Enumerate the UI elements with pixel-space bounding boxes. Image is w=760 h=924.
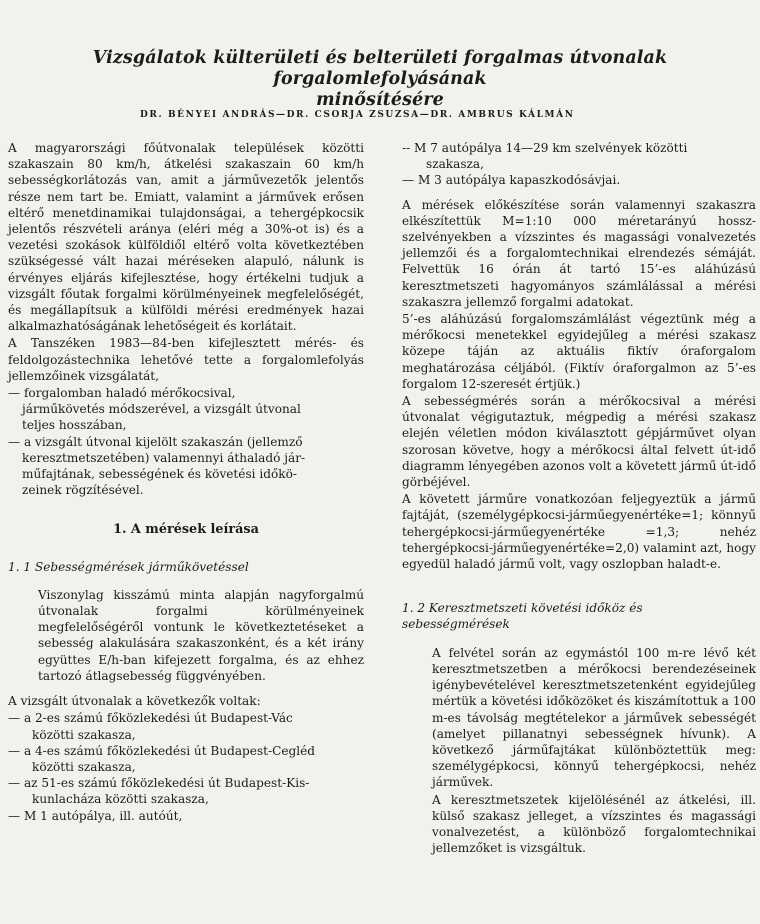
bullet-keresztmetszet <box>8 434 364 499</box>
traffic-count-paragraph: 5’-es aláhúzású forgalomszámlálást végeztünk még a mérőkocsi menetekkel egyidejűleg a mérési szakasz közepe táján az aktuális fiktív óraforgalom meghatározása céljából. (Fiktív óraforgalmon az 5’-es forgalom 12-szeresét értjük.) <box>402 312 756 391</box>
bullet-line: műfajtának, sebességének és követési időkö- <box>22 467 297 482</box>
method-paragraph: A Tanszéken 1983—84-ben kifejlesztett mérés- és feldolgozástechnika lehetővé tette a forgalomlefolyás jellemzőinek vizsgálatát, <box>8 336 364 383</box>
section-heading: 1. A mérések leírása <box>113 522 259 538</box>
title-line-1: Vizsgálatok külterületi és belterületi forgalmas útvonalak forgalomlefolyásának <box>92 48 668 89</box>
preparation-paragraph: A mérések előkészítése során valamennyi szakaszra elkészítettük M=1:10 000 méretarányú hossz-szelvényekben a vízszintes és magassági vonalvezetés jellemzői és a forgalomtechnikai elrendezés sémáját. Felvettük 16 órán át tartó 15’-es aláhúzású keresztmetszeti hagyományos számlálással a mérési szakaszra jellemző forgalmi adatokat. <box>402 197 756 309</box>
bullet-line: teljes hosszában, <box>22 418 127 433</box>
route-line: — a 2-es számú főközlekedési út Budapest-Vác <box>8 711 293 726</box>
bullet-line: — a vizsgált útvonal kijelölt szakaszán (jellemző <box>8 434 303 449</box>
right-column <box>402 140 756 857</box>
bullet-line: zeinek rögzítésével. <box>22 483 144 498</box>
subsection-heading: 1. 2 Keresztmetszeti követési időköz és sebességmérések <box>402 601 643 632</box>
summary-paragraph: Viszonylag kisszámú minta alapján nagyforgalmú útvonalak forgalmi körülményeinek megfelelőségéről vontunk le következtetéseket a sebesség alakulására szakaszonként, és a két irány együttes E/h-ban kifejezett forgalma, és az ehhez tartozó átlagsebesség függvényében. <box>38 587 364 683</box>
routes-list <box>8 710 364 823</box>
authors-line: DR. BÉNYEI ANDRÁS—DR. CSORJA ZSUZSA—DR. AMBRUS KÁLMÁN <box>140 110 575 120</box>
bullet-line: járműkövetés módszerével, a vizsgált útvonal <box>22 402 301 417</box>
route-line: — M 1 autópálya, ill. autóút, <box>8 808 183 823</box>
route-line: — M 3 autópálya kapaszkodósávjai. <box>402 173 621 188</box>
route-line: közötti szakasza, <box>32 727 136 742</box>
intro-paragraph: A magyarországi főútvonalak települések közötti szakaszain 80 km/h, átkelési szakaszain 60 km/h sebességkorlátozás van, amit a járművezetők jelentős része nem tart be. Emiatt, valamint a járművek erősen eltérő menetdinamikai tulajdonságai, a tehergépkocsik jelentős részvételi aránya (eléri még a 30%-ot is) és a vezetési szokások külföldiől eltérő volta következtében szükségessé vált hazai méréseken alapuló, nálunk is érvényes eljárás kifejlesztése, hogy értékelni tudjuk a vizsgált főutak forgalmi körülményeinek megfelelőségét, és megállapítsuk a külföldi mérési eredmények hazai alkalmazhatóságának lehetőségeit és korlátait. <box>8 141 364 334</box>
routes-intro: A vizsgált útvonalak a következők voltak: <box>8 694 261 709</box>
route-line: közötti szakasza, <box>32 759 136 774</box>
vehicle-record-paragraph: A követett járműre vonatkozóan feljegyeztük a jármű fajtáját, (személygépkocsi-járműegyenértéke=1; könnyű tehergépkocsi-járműegyenértéke =1,3; nehéz tehergépkocsi-járműegyenértéke=2,0) valamint azt, hogy egyedül haladó jármű volt, vagy oszlopban haladt-e. <box>402 492 756 572</box>
selection-paragraph: A keresztmetszetek kijelölésénél az átkelési, ill. külső szakasz jelleget, a vízszintes és magassági vonalvezetést, a különböző forgalomtechnikai jellemzőket is vizsgáltuk. <box>432 792 756 856</box>
left-column <box>8 140 364 824</box>
route-line: — az 51-es számú főközlekedési út Budapest-Kis- <box>8 776 310 791</box>
article-title <box>0 48 760 111</box>
route-line: -- M 7 autópálya 14—29 km szelvények közötti <box>402 141 688 155</box>
route-line: — a 4-es számú főközlekedési út Budapest-Cegléd <box>8 743 316 758</box>
routes-list-cont <box>402 140 756 189</box>
cross-section-paragraph: A felvétel során az egymástól 100 m-re lévő két keresztmetszetben a mérőkocsi berendezéseinek igénybevételével keresztmetszetenként egyidejűleg mértük a követési időközöket és kiszámítottuk a 100 m-es távolság megtételekor a járművek sebességét (amelyet pillanatnyi sebességnek hívunk). A következő járműfajtákat különböztettük meg: személygépkocsi, könnyű tehergépkocsi, nehéz járművek. <box>432 645 756 790</box>
title-line-2: minősítésére <box>316 90 444 110</box>
route-line: kunlacháza közötti szakasza, <box>32 792 209 807</box>
speed-measurement-paragraph: A sebességmérés során a mérőkocsival a mérési útvonalat végigutaztuk, mégpedig a mérési szakasz elején véletlen módon kiválasztott gépjárművet olyan szorosan követve, hogy a mérőkocsi által felvett út-idő diagramm lényegében azonos volt a követett jármű út-idő görbéjével. <box>402 394 756 490</box>
bullet-line: keresztmetszetében) valamennyi áthaladó jár- <box>22 450 306 465</box>
bullet-mero-kocsi <box>8 385 364 434</box>
bullet-line: — forgalomban haladó mérőkocsival, <box>8 386 236 401</box>
route-line: szakasza, <box>426 157 484 172</box>
subsection-heading: 1. 1 Sebességmérések járműkövetéssel <box>8 559 249 574</box>
